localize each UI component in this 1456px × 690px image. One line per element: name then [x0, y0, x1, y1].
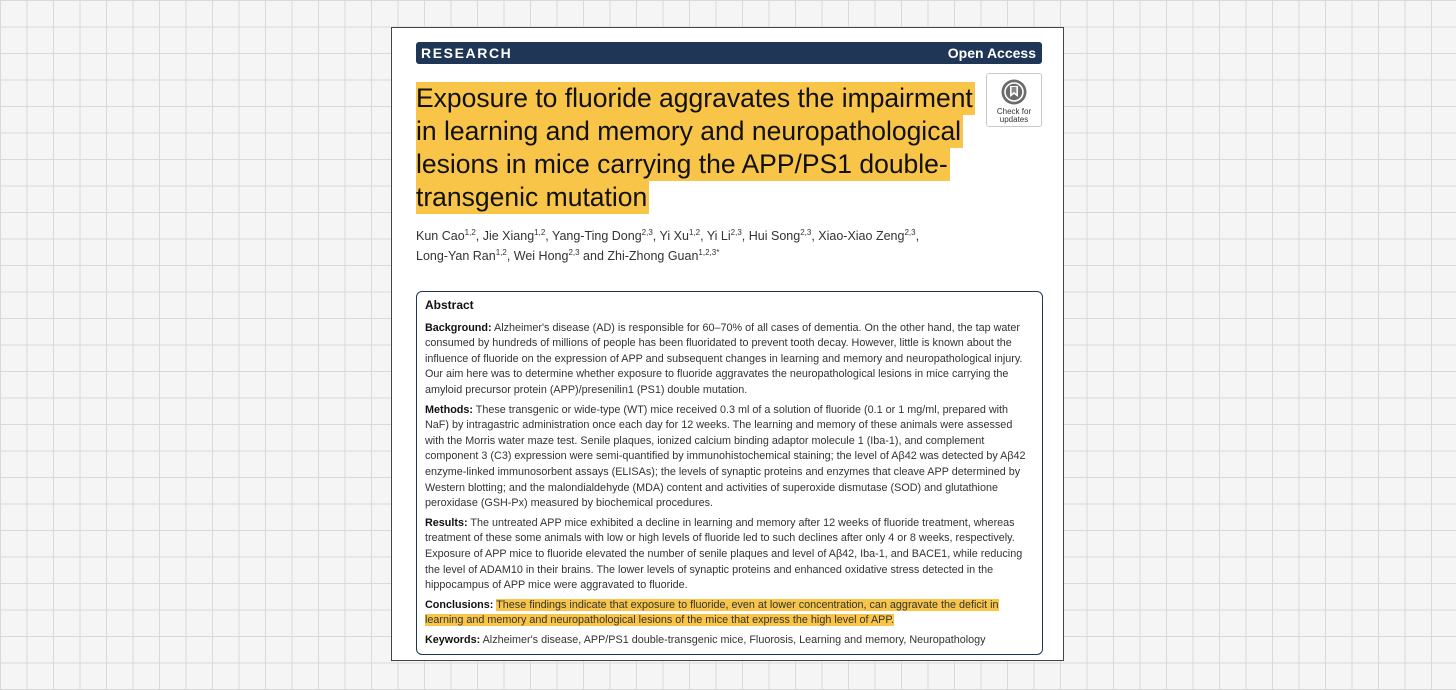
conclusions-label: Conclusions:	[425, 598, 494, 611]
author-item[interactable]	[416, 249, 507, 263]
abstract-results	[425, 516, 1034, 594]
author-name: Xiao-Xiao Zeng	[818, 229, 905, 243]
author-affiliation: 1,2	[464, 228, 476, 237]
author-name: Yang-Ting Dong	[552, 229, 642, 243]
author-name: Long-Yan Ran	[416, 249, 496, 263]
methods-label: Methods:	[425, 403, 473, 416]
paper-page	[391, 27, 1064, 661]
abstract-background	[425, 321, 1034, 399]
author-item[interactable]	[660, 229, 701, 243]
author-separator: ,	[811, 229, 819, 243]
author-name: Hui Song	[748, 229, 801, 243]
abstract-heading: Abstract	[425, 298, 474, 312]
results-text: The untreated APP mice exhibited a decline in learning and memory after 12 weeks of fluoride treatment, whereas treatment of these some animals with low or high levels of fluoride led to such declines after only 4 or 8 weeks, respectively. Exposure of APP mice to fluoride elevated the number of senile plaques and level of Aβ42, Iba-1, and BACE1, while reducing the level of ADAM10 in their brains. The lower levels of synaptic proteins and enhanced oxidative stress detected in the hippocampus of APP mice were aggravated to fluoride.	[425, 516, 1023, 592]
keywords-label: Keywords:	[425, 633, 481, 646]
author-name: Jie Xiang	[482, 229, 535, 243]
author-list	[416, 226, 1016, 266]
author-separator: ,	[506, 249, 514, 263]
results-label: Results:	[425, 516, 468, 529]
author-name: Zhi-Zhong Guan	[607, 249, 699, 263]
check-for-updates-label: Check for updates	[996, 107, 1032, 124]
check-for-updates-icon	[1000, 78, 1028, 106]
background-label: Background:	[425, 321, 492, 334]
author-affiliation: 2,3	[641, 228, 653, 237]
abstract-methods	[425, 403, 1034, 512]
methods-text: These transgenic or wide-type (WT) mice received 0.3 ml of a solution of fluoride (0.1 or 1 mg/ml, prepared with NaF) by intragastric administration once each day for 12 weeks. The learning and memory of these animals were assessed with the Morris water maze test. Senile plaques, ionized calcium binding adaptor molecule 1 (Iba-1), and complement component 3 (C3) expression were semi-quantified by immunohistochemical staining; the level of Aβ42 was detected by Aβ42 enzyme-linked immunosorbent assays (ELISAs); the levels of synaptic proteins and enzymes that cleave APP determined by Western blotting; and the malondialdehyde (MDA) content and activities of superoxide dismutase (SOD) and glutathione peroxidase (GSH-Px) measured by biochemical procedures.	[425, 403, 1026, 510]
author-name: Yi Xu	[659, 229, 689, 243]
author-item[interactable]	[514, 249, 580, 263]
article-title	[416, 82, 976, 214]
keywords-text: Alzheimer's disease, APP/PS1 double-transgenic mice, Fluorosis, Learning and memory, Neuropathology	[482, 633, 986, 646]
highlighted-title-text: Exposure to fluoride aggravates the impairment in learning and memory and neuropathological lesions in mice carrying the APP/PS1 double-transgenic mutation	[416, 83, 973, 212]
abstract-conclusions	[425, 598, 1034, 629]
author-separator: ,	[475, 229, 483, 243]
author-item[interactable]	[707, 229, 742, 243]
author-item[interactable]	[483, 229, 546, 243]
author-affiliation: 2,3	[800, 228, 812, 237]
author-separator: ,	[700, 229, 707, 243]
author-affiliation: 1,2	[688, 228, 701, 237]
author-affiliation: 1,2,3*	[698, 248, 720, 257]
background-text: Alzheimer's disease (AD) is responsible for 60–70% of all cases of dementia. On the other hand, the tap water consumed by hundreds of millions of people has been fluoridated to prevent tooth decay. However, little is known about the influence of fluoride on the expression of APP and subsequent changes in learning and memory and neuropathological injury. Our aim here was to determine whether exposure to fluoride aggravates the neuropathological lesions in mice carrying the amyloid precursor protein (APP)/presenilin1 (PS1) double mutation.	[425, 321, 1023, 396]
author-affiliation: 1,2	[495, 248, 507, 257]
article-type-label: RESEARCH	[421, 45, 513, 61]
author-affiliation: 2,3	[904, 228, 916, 237]
author-item[interactable]	[607, 249, 719, 263]
author-item[interactable]	[749, 229, 812, 243]
highlighted-conclusions-text: These findings indicate that exposure to fluoride, even at lower concentration, can aggravate the deficit in learning and memory and neuropathological lesions of the mice that express the high level of APP.	[425, 598, 999, 627]
author-affiliation: 1,2	[534, 228, 546, 237]
author-item[interactable]	[416, 229, 476, 243]
author-separator: ,	[652, 229, 660, 243]
article-type-bar	[416, 42, 1042, 64]
abstract-box	[416, 291, 1043, 655]
author-name: Wei Hong	[513, 249, 569, 263]
author-separator: ,	[741, 229, 749, 243]
author-item[interactable]	[818, 229, 915, 243]
author-affiliation: 2,3	[730, 228, 742, 237]
author-name: Kun Cao	[416, 229, 465, 243]
author-separator: ,	[915, 229, 920, 243]
abstract-keywords	[425, 633, 1034, 649]
author-name: Yi Li	[706, 229, 731, 243]
check-for-updates-badge[interactable]	[986, 73, 1042, 127]
author-item[interactable]	[552, 229, 653, 243]
author-separator: and	[579, 249, 608, 263]
author-separator: ,	[545, 229, 553, 243]
open-access-label: Open Access	[947, 45, 1036, 61]
author-affiliation: 2,3	[568, 248, 580, 257]
